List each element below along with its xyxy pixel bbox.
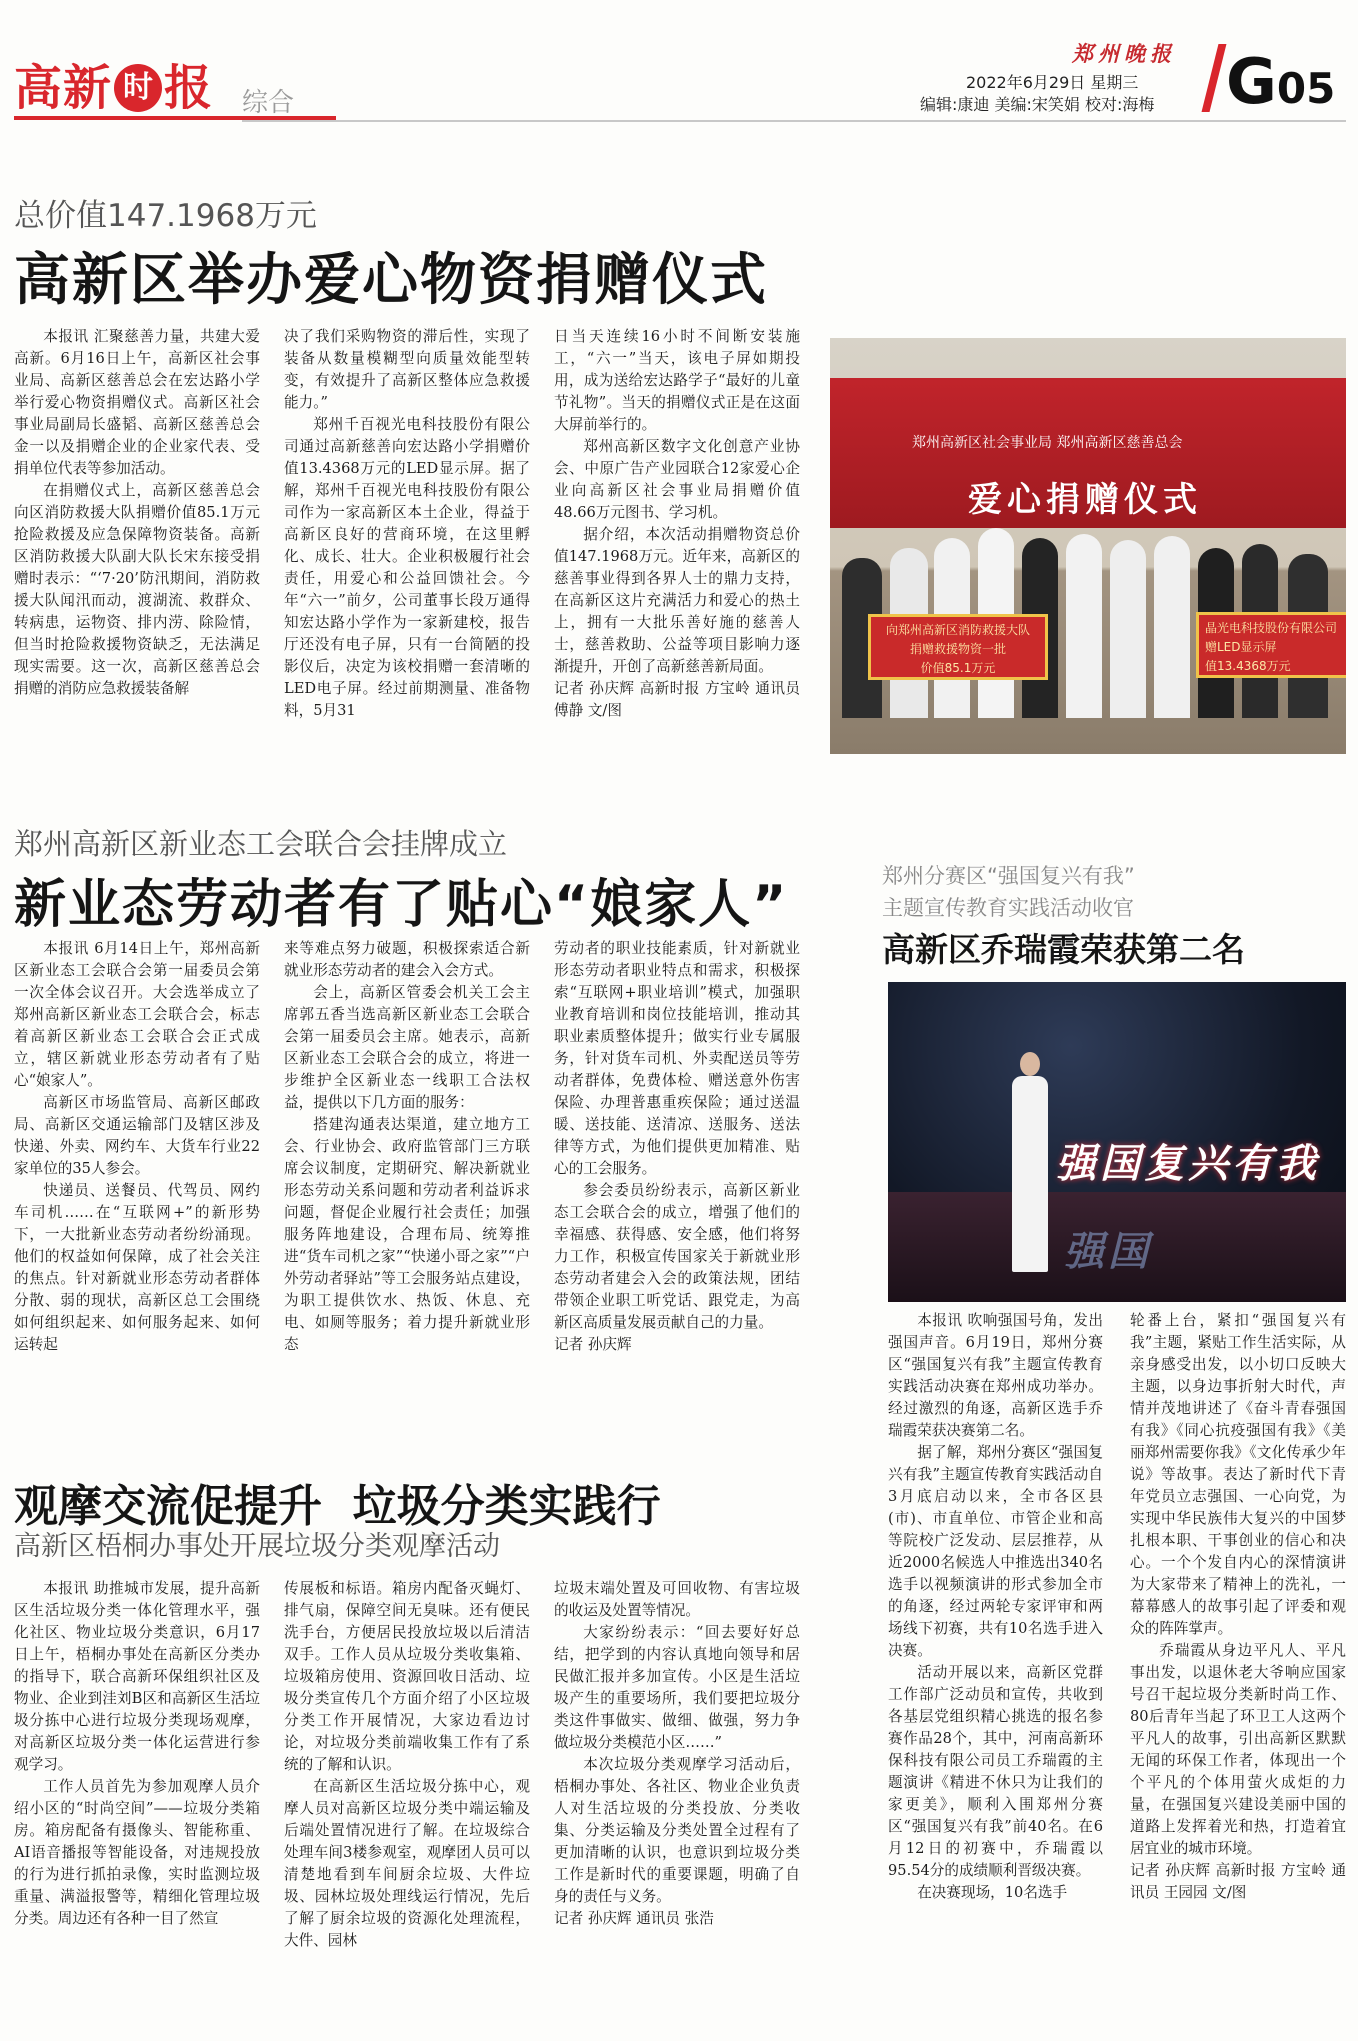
photo-stage-slogan-lower: 强国 [1064, 1229, 1152, 1275]
article2-para: 劳动者的职业技能素质，针对新就业形态劳动者职业特点和需求，积极探索“互联网+职业培训”模式，加强职业教育培训和岗位技能培训，推动其职业素质整体提升；做实行业专属服务，针对货车司机、外卖配送员等劳动者群体，免费体检、赠送意外伤害保险、办理普惠重疾保险；通过送温暖、送技能、送清凉、送服务、送法律等方式，为他们提供更加精准、贴心的工会服务。 [554, 940, 800, 1177]
article2-title: 新业态劳动者有了贴心“娘家人” [14, 875, 789, 935]
article1-photo [830, 338, 1346, 754]
article2-para: 会上，高新区管委会机关工会主席郭五香当选高新区新业态工会联合会第一届委员会主席。她表示，高新区新业态工会联合会的成立，将进一步维护全区新业态一线职工合法权益，提供以下几方面的服务： [284, 984, 530, 1111]
board-right-line2: 赠LED显示屏 [1205, 640, 1277, 654]
article2-kicker: 郑州高新区新业态工会联合会挂牌成立 [14, 827, 508, 861]
article4-col2 [284, 1578, 530, 1952]
masthead [0, 0, 1358, 125]
article2-para: 参会委员纷纷表示，高新区新业态工会联合会的成立，增强了他们的幸福感、获得感、安全感，他们将努力工作，积极宣传国家关于新就业形态劳动者建会入会的政策法规，团结带领企业职工听党话、跟党走，为高新区高质量发展贡献自己的力量。 [554, 1182, 800, 1331]
brand-gaoxin: 高新 [14, 60, 113, 116]
article3-col1 [888, 1310, 1103, 1904]
article3-photo [888, 982, 1346, 1302]
article2-para: 本报讯 6月14日上午，郑州高新区新业态工会联合会第一届委员会第一次全体会议召开。大会选举成立了郑州高新区新业态工会联合会，标志着高新区新业态工会联合会正式成立，辖区新就业形态劳动者有了贴心“娘家人”。 [14, 940, 260, 1089]
photo-stage-slogan: 强国复兴有我 [1056, 1141, 1320, 1187]
article1-col1 [14, 326, 260, 700]
article2-para: 来等难点努力破题，积极探索适合新就业形态劳动者的建会入会方式。 [284, 940, 530, 979]
article3-kicker-line1: 郑州分赛区“强国复兴有我” [882, 864, 1135, 888]
board-right-line1: 晶光电科技股份有限公司 [1205, 621, 1338, 635]
article3-kicker-line2: 主题宣传教育实践活动收官 [882, 896, 1134, 920]
article4-byline: 记者 孙庆辉 通讯员 张浩 [554, 1910, 714, 1927]
article2-para: 快递员、送餐员、代驾员、网约车司机……在“互联网+”的新形势下，一大批新业态劳动者纷纷涌现。他们的权益如何保障，成了社会关注的焦点。针对新就业形态劳动者群体分散、弱的现状，高新区总工会围绕如何组织起来、如何服务起来、如何运转起 [14, 1182, 260, 1353]
brand-shi-circle: 时 [114, 64, 162, 112]
article3-col2 [1130, 1310, 1346, 1904]
board-left-line2: 捐赠救援物资一批 [909, 642, 1006, 656]
article3-para: 活动开展以来，高新区党群工作部广泛动员和宣传，共收到各基层党组织精心挑选的报名参赛作品28个，其中，河南高新环保科技有限公司员工乔瑞霞的主题演讲《精进不休只为让我们的家更美》，顺利入围郑州分赛区“强国复兴有我”前40名。在6月12日的初赛中，乔瑞霞以95.54分的成绩顺利晋级决赛。 [888, 1664, 1103, 1879]
photo-banner-text: 郑州高新区社会事业局 郑州高新区慈善总会 [912, 435, 1183, 451]
page-letter: G [1226, 45, 1277, 118]
article4-para: 工作人员首先为参加观摩人员介绍小区的“时尚空间”——垃圾分类箱房。箱房配备有摄像头、智能称重、AI语音播报等智能设备，对违规投放的行为进行抓拍录像，实时监测垃圾重量、满溢报警等，精细化管理垃圾分类。周边还有各种一目了然宣 [14, 1778, 260, 1927]
article1-para: 郑州高新区数字文化创意产业协会、中原广告产业园联合12家爱心企业向高新区社会事业局捐赠价值48.66万元图书、学习机。 [554, 438, 800, 521]
article1-para: 日当天连续16小时不间断安装施工，“六一”当天，该电子屏如期投用，成为送给宏达路学子“最好的儿童节礼物”。当天的捐赠仪式正是在这面大屏前举行的。 [554, 328, 800, 433]
article1-para: 据介绍，本次活动捐赠物资总价值147.1968万元。近年来，高新区的慈善事业得到各界人士的鼎力支持，在高新区这片充满活力和爱心的热土上，拥有一大批乐善好施的慈善人士，慈善救助、公益等项目影响力逐渐提升，开创了高新慈善新局面。 [554, 526, 800, 675]
article1-col2 [284, 326, 530, 722]
article2-para: 搭建沟通表达渠道，建立地方工会、行业协会、政府监管部门三方联席会议制度，定期研究、解决新就业形态劳动关系问题和劳动者利益诉求问题，督促企业履行社会责任；加强服务阵地建设，合理布局、统筹推进“货车司机之家”“快递小哥之家”“户外劳动者驿站”等工会服务站点建设，为职工提供饮水、热饭、休息、充电、如厕等服务；着力提升新就业形态 [284, 1116, 530, 1353]
article4-para: 传展板和标语。箱房内配备灭蝇灯、排气扇，保障空间无臭味。还有便民洗手台，方便居民投放垃圾以后清洁双手。工作人员从垃圾分类收集箱、垃圾箱房使用、资源回收日活动、垃圾分类宣传几个方面介绍了小区垃圾分类工作开展情况，大家边看边讨论，对垃圾分类前端收集工作有了系统的了解和认识。 [284, 1580, 530, 1773]
article3-kicker [882, 860, 1135, 924]
article4-kicker: 高新区梧桐办事处开展垃圾分类观摩活动 [14, 1531, 500, 1562]
article4-para: 大家纷纷表示：“回去要好好总结，把学到的内容认真地向领导和居民做汇报并多加宣传。小区是生活垃圾产生的重要场所，我们要把垃圾分类这件事做实、做细、做强，努力争做垃圾分类模范小区……” [554, 1624, 800, 1751]
article2-col3 [554, 938, 800, 1356]
article2-col1 [14, 938, 260, 1356]
board-left-line1: 向郑州高新区消防救援大队 [885, 623, 1030, 637]
photo-speaker [1008, 1052, 1052, 1272]
page-number [1226, 45, 1336, 119]
article4-title: 观摩交流促提升 垃圾分类实践行 [14, 1481, 661, 1532]
article4-para: 本次垃圾分类观摩学习活动后，梧桐办事处、各社区、物业企业负责人对生活垃圾的分类投放、分类收集、分类运输及分类处置全过程有了更加清晰的认识，也意识到垃圾分类工作是新时代的重要课题，明确了自身的责任与义务。 [554, 1756, 800, 1905]
editor-credits: 编辑:康迪 美编:宋笑娟 校对:海梅 [920, 95, 1155, 114]
article1-para: 决了我们采购物资的滞后性，实现了装备从数量模糊型向质量效能型转变，有效提升了高新区整体应急救援能力。” [284, 328, 530, 411]
photo-stage-text: 爱心捐赠仪式 [968, 480, 1202, 520]
article1-title: 高新区举办爱心物资捐赠仪式 [14, 248, 768, 313]
photo-donation-board-left [868, 614, 1048, 680]
article3-para: 在决赛现场，10名选手 [917, 1884, 1068, 1901]
article2-byline: 记者 孙庆辉 [554, 1336, 632, 1353]
article4-col3 [554, 1578, 800, 1930]
article3-para: 乔瑞霞从身边平凡人、平凡事出发，以退休老大爷响应国家号召干起垃圾分类新时尚工作、80后青年当起了环卫工人这两个平凡人的故事，引出高新区默默无闻的环保工作者，体现出一个个平凡的个体用萤火成炬的力量，在强国复兴建设美丽中国的道路上发挥着光和热，打造着宜居宜业的城市环境。 [1130, 1642, 1346, 1857]
board-right-line3: 值13.4368万元 [1205, 659, 1291, 673]
article3-byline: 记者 孙庆辉 高新时报 方宝岭 通讯员 王园园 文/图 [1130, 1862, 1346, 1901]
article1-col3 [554, 326, 800, 722]
board-left-line3: 价值85.1万元 [920, 661, 996, 675]
paper-logo: 郑州晚报 [1072, 41, 1176, 66]
article4-para: 垃圾末端处置及可回收物、有害垃圾的收运及处置等情况。 [554, 1580, 800, 1619]
article2-para: 高新区市场监管局、高新区邮政局、高新区交通运输部门及辖区涉及快递、外卖、网约车、大货车行业22家单位的35人参会。 [14, 1094, 260, 1177]
header-rule [242, 120, 1346, 122]
article1-para: 本报讯 汇聚慈善力量，共建大爱高新。6月16日上午，高新区社会事业局、高新区慈善总会在宏达路小学举行爱心物资捐赠仪式。高新区社会事业局副局长盛韬、高新区慈善总会金一以及捐赠企业的企业家代表、受捐单位代表等参加活动。 [14, 328, 260, 477]
photo-donation-board-right [1196, 612, 1346, 678]
page-slash [1202, 44, 1227, 112]
article4-col1 [14, 1578, 260, 1930]
article1-kicker: 总价值147.1968万元 [14, 198, 317, 234]
page-digits: 05 [1276, 64, 1336, 113]
article3-para: 本报讯 吹响强国号角，发出强国声音。6月19日，郑州分赛区“强国复兴有我”主题宣传教育实践活动决赛在郑州成功举办。经过激烈的角逐，高新区选手乔瑞霞荣获决赛第二名。 [888, 1312, 1103, 1439]
article1-byline: 记者 孙庆辉 高新时报 方宝岭 通讯员 傅静 文/图 [554, 680, 800, 719]
article1-para: 在捐赠仪式上，高新区慈善总会向区消防救援大队捐赠价值85.1万元抢险救援及应急保障物资装备。高新区消防救援大队副大队长宋东接受捐赠时表示：“‘7·20’防汛期间，消防救援大队闻汛而动，渡湖流、救群众、转病患，运物资、排内涝、除险情，但当时抢险救援物资缺乏，无法满足现实需要。这一次，高新区慈善总会捐赠的消防应急救援装备解 [14, 482, 260, 697]
article4-para: 在高新区生活垃圾分拣中心，观摩人员对高新区垃圾分类中端运输及后端处置情况进行了解。在垃圾综合处理车间3楼参观室，观摩团人员可以清楚地看到车间厨余垃圾、大件垃圾、园林垃圾处理线运行情况，先后了解了厨余垃圾的资源化处理流程，大件、园林 [284, 1778, 530, 1949]
article3-para: 轮番上台，紧扣“强国复兴有我”主题，紧贴工作生活实际，从亲身感受出发，以小切口反映大主题，以身边事折射大时代，声情并茂地讲述了《奋斗青春强国有我》《同心抗疫强国有我》《美丽郑州需要你我》《文化传承少年说》等故事。表达了新时代下青年党员立志强国、一心向党，为实现中华民族伟大复兴的中国梦扎根本职、干事创业的信心和决心。一个个发自内心的深情演讲为大家带来了精神上的洗礼，一幕幕感人的故事引起了评委和观众的阵阵掌声。 [1130, 1312, 1346, 1637]
article3-title: 高新区乔瑞霞荣获第二名 [882, 930, 1245, 969]
section-label: 综合 [242, 88, 295, 118]
article2-col2 [284, 938, 530, 1356]
masthead-brand [14, 60, 212, 116]
article3-para: 据了解，郑州分赛区“强国复兴有我”主题宣传教育实践活动自3月底启动以来，全市各区县(市)、市直单位、市管企业和高等院校广泛发动、层层推荐，从近2000名候选人中推选出340名选手以视频演讲的形式参加全市的角逐，经过两轮专家评审和两场线下初赛，共有10名选手进入决赛。 [888, 1444, 1103, 1659]
article4-para: 本报讯 助推城市发展，提升高新区生活垃圾分类一体化管理水平，强化社区、物业垃圾分类意识，6月17日上午，梧桐办事处在高新区分类办的指导下，联合高新环保组织社区及物业、企业到洼刘B区和高新区生活垃圾分拣中心进行垃圾分类现场观摩，对高新区垃圾分类一体化运营进行参观学习。 [14, 1580, 260, 1773]
article1-para: 郑州千百视光电科技股份有限公司通过高新慈善向宏达路小学捐赠价值13.4368万元的LED显示屏。据了解，郑州千百视光电科技股份有限公司作为一家高新区本土企业，得益于高新区良好的营商环境，在这里孵化、成长、壮大。企业积极履行社会责任，用爱心和公益回馈社会。今年“六一”前夕，公司董事长段万通得知宏达路小学作为一家新建校，报告厅还没有电子屏，只有一台简陋的投影仪后，决定为该校捐赠一套清晰的LED电子屏。经过前期测量、准备物料，5月31 [284, 416, 530, 719]
issue-date: 2022年6月29日 星期三 [966, 73, 1139, 92]
brand-bao: 报 [164, 60, 213, 116]
